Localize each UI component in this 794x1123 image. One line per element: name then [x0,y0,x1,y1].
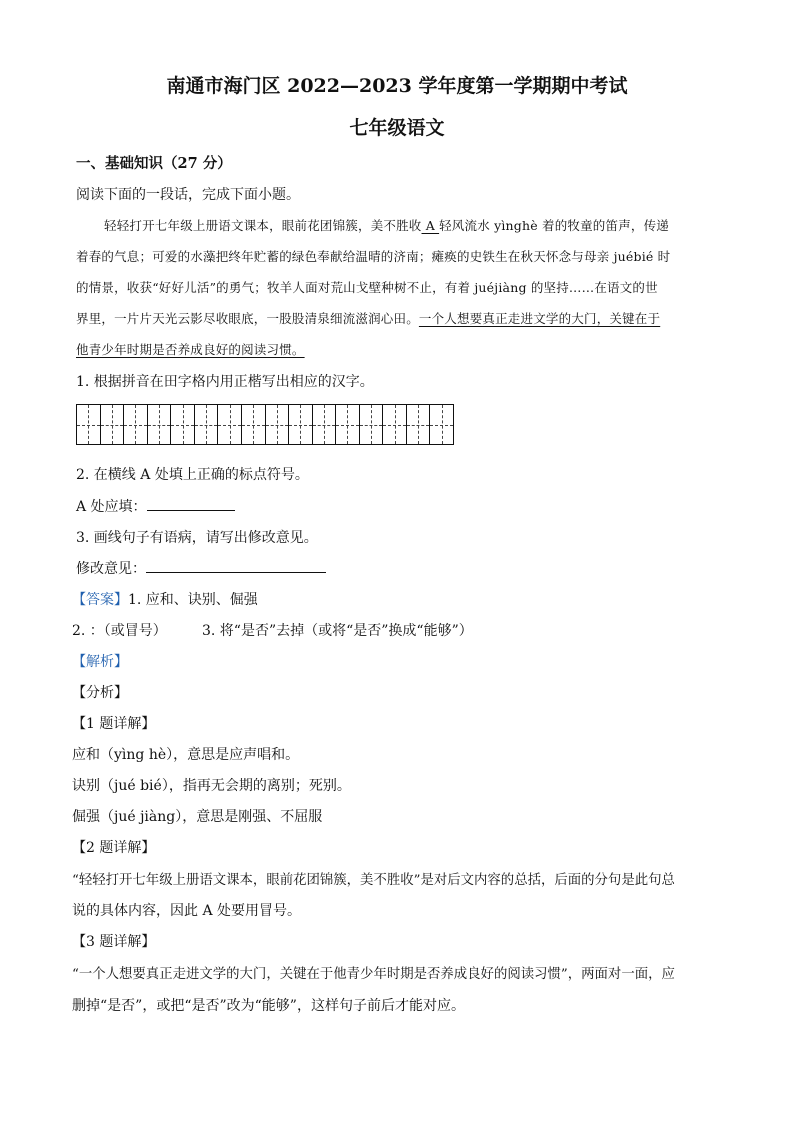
detail-3-heading: 【3 题详解】 [72,934,156,950]
underlined-sentence-end: 他青少年时期是否养成良好的阅读习惯。 [76,342,305,357]
underlined-sentence: 一个人想要真正走进文学的大门，关键在于 [418,311,661,326]
page-subtitle: 七年级语文 [349,117,445,139]
grid-cell[interactable] [77,405,101,444]
q2-answer-line[interactable] [147,496,235,511]
grid-cell[interactable] [383,405,407,444]
grid-cell[interactable] [218,405,242,444]
answer-row [72,589,258,609]
answer-tag: 【答案】 [72,592,128,608]
instruction-text: 阅读下面的一段话，完成下面小题。 [76,187,300,203]
grid-cell[interactable] [289,405,313,444]
detail-1-line: 倔强（jué jiàng），意思是刚强、不屈服 [72,809,323,825]
passage-text: 界里，一片片天光云影尽收眼底，一股股清泉细流滋润心田。 [76,311,419,326]
grid-cell[interactable] [242,405,266,444]
grid-cell[interactable] [171,405,195,444]
grid-cell[interactable] [266,405,290,444]
detail-3-line: “一个人想要真正走进文学的大门，关键在于他青少年时期是否养成良好的阅读习惯”，两面对一面，应 [72,967,675,982]
grid-cell[interactable] [360,405,384,444]
detail-1-heading: 【1 题详解】 [72,716,156,732]
passage-line-4 [76,309,660,327]
q3-field-label: 修改意见： [76,561,146,577]
detail-3-line: 删掉“是否”，或把“是否”改为“能够”，这样句子前后才能对应。 [72,998,465,1014]
passage-text: 轻风流水 yìnghè 着的牧童的笛声，传递 [439,218,670,233]
passage-line-1 [104,216,669,234]
grid-cell[interactable] [407,405,431,444]
tianzige-grid[interactable] [76,404,454,445]
answer-3: 3. 将“是否”去掉（或将“是否”换成“能够”） [202,623,473,639]
grid-cell[interactable] [148,405,172,444]
q3-answer-line[interactable] [146,558,326,573]
analysis-tag: 【解析】 [72,654,128,670]
q3-answer-row [76,558,326,578]
question-2: 2. 在横线 A 处填上正确的标点符号。 [76,467,309,483]
section-heading: 一、基础知识（27 分） [76,155,232,172]
grid-cell[interactable] [313,405,337,444]
answer-1: 1. 应和、诀别、倔强 [128,592,258,608]
answer-2: 2. ：（或冒号） [72,623,167,639]
passage-line-3: 的情景，收获“好好儿活”的勇气；牧羊人面对荒山戈壁种树不止，有着 juéjiàng 的坚持……在语文的世 [76,280,658,295]
page-title: 南通市海门区 2022—2023 学年度第一学期期中考试 [166,75,628,97]
blank-a-marker: A [421,218,440,233]
grid-cell[interactable] [430,405,453,444]
passage-text: 轻轻打开七年级上册语文课本，眼前花团锦簇，美不胜收 [104,218,422,233]
grid-cell[interactable] [101,405,125,444]
detail-2-heading: 【2 题详解】 [72,840,156,856]
detail-2-line: “轻轻打开七年级上册语文课本，眼前花团锦簇，美不胜收”是对后文内容的总括，后面的分句是此句总 [72,873,675,888]
question-1: 1. 根据拼音在田字格内用正楷写出相应的汉字。 [76,374,374,390]
detail-2-line: 说的具体内容，因此 A 处要用冒号。 [72,903,302,919]
detail-1-line: 诀别（jué bié），指再无会期的离别；死别。 [72,778,351,794]
detail-1-line: 应和（yìng hè），意思是应声唱和。 [72,747,300,763]
grid-cell[interactable] [124,405,148,444]
grid-cell[interactable] [336,405,360,444]
q2-answer-row [76,496,235,516]
fenxi-tag: 【分析】 [72,685,128,701]
question-3: 3. 画线句子有语病，请写出修改意见。 [76,530,318,546]
q2-field-label: A 处应填： [76,499,147,515]
passage-line-2: 着春的气息；可爱的水藻把终年贮蓄的绿色奉献给温晴的济南；瘫痪的史铁生在秋天怀念与母亲 juébié 时 [76,249,671,264]
grid-cell[interactable] [195,405,219,444]
